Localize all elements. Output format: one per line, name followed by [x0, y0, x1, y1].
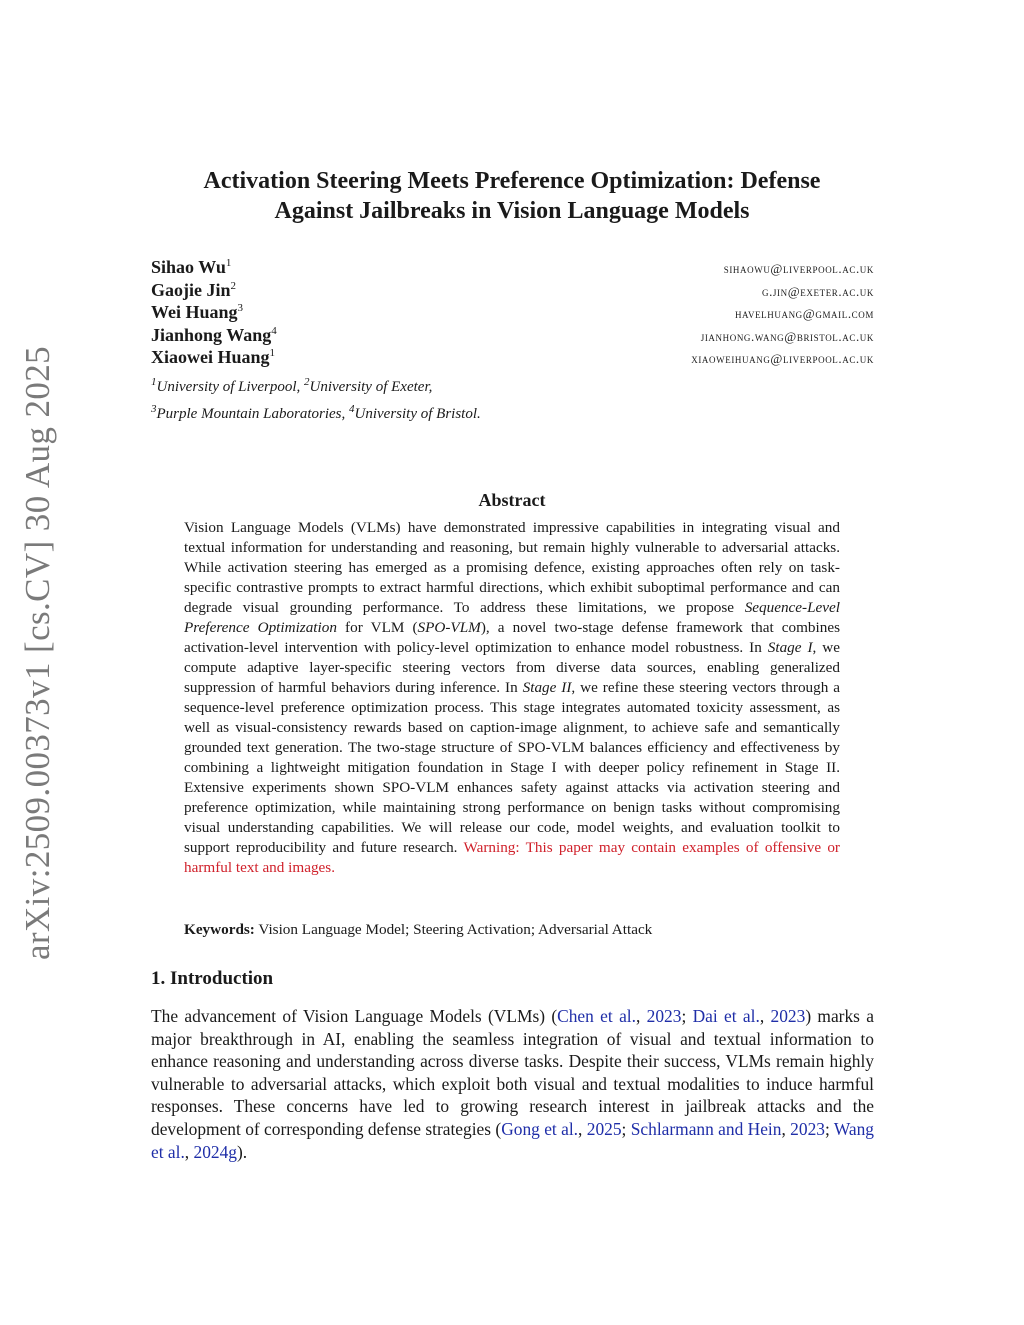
- citation-year-link[interactable]: 2023: [646, 1006, 682, 1026]
- citation-year-link[interactable]: 2023: [790, 1118, 825, 1139]
- author-name: Xiaowei Huang$^1$: [151, 347, 276, 367]
- method-acronym: SPO-VLM: [417, 619, 481, 636]
- keywords-label: Keywords:: [184, 921, 255, 938]
- citation-year-link[interactable]: 2025: [586, 1118, 622, 1139]
- citation-link[interactable]: Chen et al.: [557, 1006, 636, 1026]
- affiliation: $^4$University of Bristol.: [349, 403, 481, 422]
- abstract-heading: Abstract: [478, 490, 546, 510]
- paper-title: [150, 166, 874, 226]
- author-email[interactable]: xiaoweihuang@liverpool.ac.uk: [691, 351, 874, 366]
- content-warning: Warning: This paper may contain examples of offensive or harmful text and images.: [184, 839, 840, 876]
- citation-year-link[interactable]: 2024g: [193, 1141, 237, 1162]
- author-email[interactable]: g.jin@exeter.ac.uk: [761, 283, 874, 299]
- abstract-body: Vision Language Models (VLMs) have demonstrated impressive capabilities in integrating visual and textual information for understanding and reasoning, but remain highly vulnerable to adversarial attacks. While activation steering has emerged as a promising defence, existing approaches often rely on task-specific contrastive prompts to extract harmful directions, which exhibit suboptimal performance and can degrade visual grounding performance. To address these limitations, we propose Sequence-Level Preference Optimization for VLM (SPO-VLM), a novel two-stage defense framework that combines activation-level intervention with policy-level optimization to enhance model robustness. In Stage I, we compute adaptive layer-specific steering vectors from diverse data sources, enabling generalized suppression of harmful behaviors during inference. In Stage II, we refine these steering vectors through a sequence-level preference optimization process. This stage integrates automated toxicity assessment, as well as visual-consistency rewards based on caption-image alignment, to achieve safe and semantically grounded text generation. The two-stage structure of SPO-VLM balances efficiency and effectiveness by combining a lightweight mitigation foundation in Stage I with deeper policy refinement in Stage II. Extensive experiments shown SPO-VLM enhances safety against attacks via activation steering and preference optimization, while maintaining strong performance on benign tasks without compromising visual understanding capabilities. We will release our code, model weights, and evaluation toolkit to support reproducibility and future research. Warning: This paper may contain examples of offensive or harmful text and images.: [184, 519, 841, 876]
- stage-two-term: Stage II: [522, 679, 572, 696]
- author-name: Jianhong Wang$^4$: [151, 324, 277, 345]
- keywords-list: Vision Language Model; Steering Activation; Adversarial Attack: [258, 921, 653, 938]
- author-email[interactable]: havelhuang@gmail.com: [734, 306, 874, 321]
- author-list: [151, 257, 874, 370]
- stage-one-term: Stage I: [767, 639, 813, 656]
- citation-link[interactable]: Wang et al.: [151, 1118, 874, 1162]
- title-line-1: Activation Steering Meets Preference Optimization: Defense: [203, 168, 821, 194]
- affiliation: $^1$University of Liverpool,: [151, 376, 301, 395]
- author-row: [151, 347, 874, 370]
- section-heading-introduction: 1. Introduction: [151, 968, 274, 989]
- author-name: Wei Huang$^3$: [151, 302, 244, 322]
- arxiv-identifier[interactable]: arXiv:2509.00373v1 [cs.CV] 30 Aug 2025: [18, 345, 57, 960]
- citation-link[interactable]: Dai et al.: [692, 1006, 760, 1026]
- method-name: Sequence-Level Preference Optimization: [184, 599, 840, 636]
- author-name: Gaojie Jin$^2$: [151, 279, 236, 300]
- author-row: [151, 302, 874, 325]
- keywords: [184, 920, 840, 940]
- citation-year-link[interactable]: 2023: [770, 1006, 806, 1026]
- author-email[interactable]: sihaowu@liverpool.ac.uk: [723, 261, 874, 276]
- title-line-2: Against Jailbreaks in Vision Language Models: [274, 198, 750, 224]
- affiliation-line: [151, 371, 751, 398]
- author-name: Sihao Wu$^1$: [151, 257, 232, 277]
- introduction-paragraph: The advancement of Vision Language Models (VLMs) (Chen et al., 2023; Dai et al., 2023) marks a major breakthrough in AI, enabling the seamless integration of visual and textual information to enhance reasoning and understanding across diverse tasks. Despite their success, VLMs remain highly vulnerable to adversarial attacks, which exploit both visual and textual modalities to induce harmful responses. These concerns have led to growing research interest in jailbreak attacks and the development of corresponding defense strategies (Gong et al., 2025; Schlarmann and Hein, 2023; Wang et al., 2024g).: [151, 1006, 874, 1162]
- author-row: [151, 325, 874, 348]
- affiliation: $^2$University of Exeter,: [303, 376, 433, 395]
- affiliations: [151, 371, 751, 425]
- author-row: [151, 257, 874, 280]
- citation-link[interactable]: Gong et al.: [501, 1118, 579, 1139]
- affiliation: $^3$Purple Mountain Laboratories,: [151, 403, 346, 422]
- citation-link[interactable]: Schlarmann and Hein: [630, 1118, 782, 1139]
- author-row: [151, 280, 874, 303]
- author-email[interactable]: jianhong.wang@bristol.ac.uk: [700, 328, 874, 344]
- affiliation-line: [151, 398, 751, 425]
